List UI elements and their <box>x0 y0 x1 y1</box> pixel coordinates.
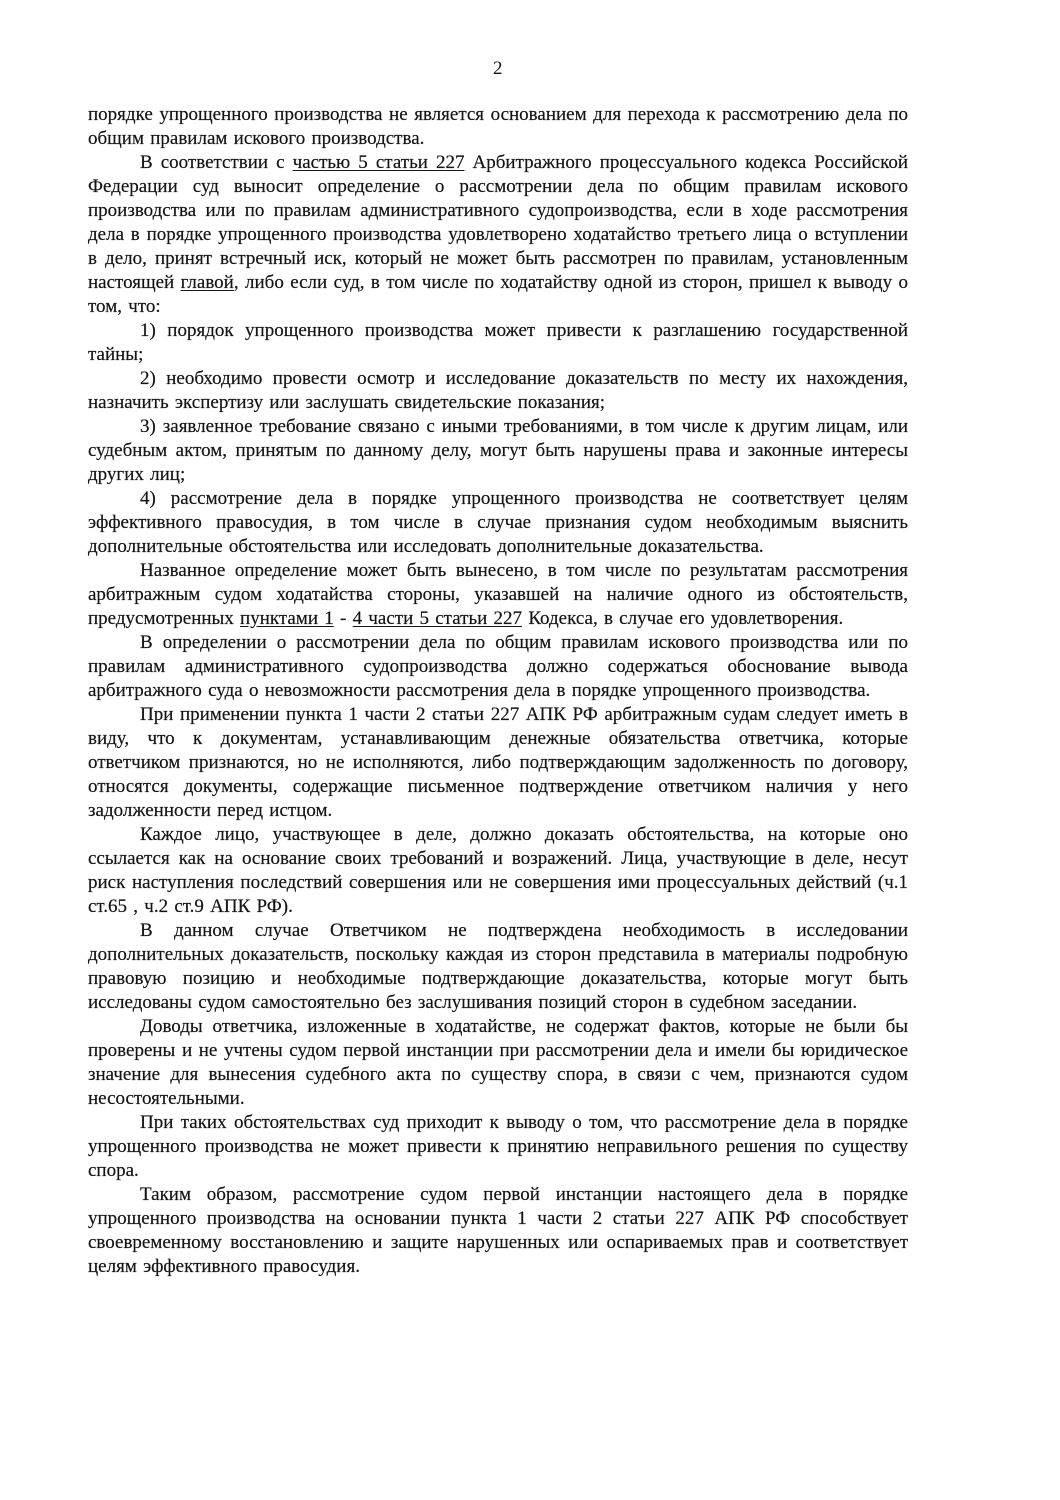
text-segment: В соответствии с <box>140 152 293 173</box>
text-segment: При таких обстоятельствах суд приходит к выводу о том, что рассмотрение дела в порядке упрощенного производства не может привести к принятию неправильного решения по существу спора. <box>88 1112 908 1181</box>
text-segment: 4) рассмотрение дела в порядке упрощенного производства не соответствует целям эффективного правосудия, в том числе в случае признания судом необходимым выяснить дополнительные обстоятельства или исследовать дополнительные доказательства. <box>88 488 908 557</box>
paragraph <box>88 1015 908 1111</box>
text-segment: Арбитражного процессуального кодекса Российской Федерации суд выносит определение о рассмотрении дела по общим правилам искового производства или по правилам административного судопроизводства, если в ходе рассмотрения дела в порядке упрощенного производства удовлетворено ходатайство третьего лица о вступлении в дело, принят встречный иск, который не может быть рассмотрен по правилам, установленным настоящей <box>88 152 908 293</box>
paragraph <box>88 703 908 823</box>
text-segment: , либо если суд, в том числе по ходатайству одной из сторон, пришел к выводу о том, что: <box>88 272 908 317</box>
paragraph <box>88 415 908 487</box>
legal-reference-underlined: 4 части 5 статьи 227 <box>352 608 523 629</box>
paragraph <box>88 367 908 415</box>
text-segment: Каждое лицо, участвующее в деле, должно доказать обстоятельства, на которые оно ссылается как на основание своих требований и возражений. Лица, участвующие в деле, несут риск наступления последствий совершения или не совершения ими процессуальных действий (ч.1 ст.65 , ч.2 ст.9 АПК РФ). <box>88 824 908 917</box>
text-segment: При применении пункта 1 части 2 статьи 227 АПК РФ арбитражным судам следует иметь в виду, что к документам, устанавливающим денежные обязательства ответчика, которые ответчиком признаются, но не исполняются, либо подтверждающим задолженность по договору, относятся документы, содержащие письменное подтверждение ответчиком наличия у него задолженности перед истцом. <box>88 704 908 821</box>
text-segment: - <box>333 608 353 629</box>
text-segment: Названное определение может быть вынесено, в том числе по результатам рассмотрения арбитражным судом ходатайства стороны, указавшей на наличие одного из обстоятельств, предусмотренных <box>88 560 908 629</box>
paragraph <box>88 919 908 1015</box>
legal-reference-underlined: главой <box>180 272 234 293</box>
text-segment: В определении о рассмотрении дела по общим правилам искового производства или по правилам административного судопроизводства должно содержаться обоснование вывода арбитражного суда о невозможности рассмотрения дела в порядке упрощенного производства. <box>88 632 908 701</box>
text-segment: Кодекса, в случае его удовлетворения. <box>522 608 844 629</box>
document-body <box>88 103 908 1279</box>
text-segment: Доводы ответчика, изложенные в ходатайстве, не содержат фактов, которые не были бы проверены и не учтены судом первой инстанции при рассмотрении дела и имели бы юридическое значение для вынесения судебного акта по существу спора, в связи с чем, признаются судом несостоятельными. <box>88 1016 908 1109</box>
paragraph <box>88 559 908 631</box>
paragraph <box>88 319 908 367</box>
paragraph <box>88 823 908 919</box>
paragraph <box>88 487 908 559</box>
text-segment: 2) необходимо провести осмотр и исследование доказательств по месту их нахождения, назначить экспертизу или заслушать свидетельские показания; <box>88 368 908 413</box>
paragraph <box>88 103 908 151</box>
page-number: 2 <box>493 58 503 79</box>
paragraph <box>88 1183 908 1279</box>
legal-reference-underlined: пунктами 1 <box>240 608 334 629</box>
paragraph <box>88 151 908 319</box>
legal-reference-underlined: частью 5 статьи 227 <box>292 152 465 173</box>
text-segment: 3) заявленное требование связано с иными требованиями, в том числе к другим лицам, или судебным актом, принятым по данному делу, могут быть нарушены права и законные интересы других лиц; <box>88 416 908 485</box>
text-segment: порядке упрощенного производства не является основанием для перехода к рассмотрению дела по общим правилам искового производства. <box>88 104 908 149</box>
paragraph <box>88 1111 908 1183</box>
text-segment: В данном случае Ответчиком не подтверждена необходимость в исследовании дополнительных доказательств, поскольку каждая из сторон представила в материалы подробную правовую позицию и необходимые подтверждающие доказательства, которые могут быть исследованы судом самостоятельно без заслушивания позиций сторон в судебном заседании. <box>88 920 908 1013</box>
text-segment: 1) порядок упрощенного производства может привести к разглашению государственной тайны; <box>88 320 908 365</box>
paragraph <box>88 631 908 703</box>
text-segment: Таким образом, рассмотрение судом первой инстанции настоящего дела в порядке упрощенного производства на основании пункта 1 части 2 статьи 227 АПК РФ способствует своевременному восстановлению и защите нарушенных или оспариваемых прав и соответствует целям эффективного правосудия. <box>88 1184 908 1277</box>
